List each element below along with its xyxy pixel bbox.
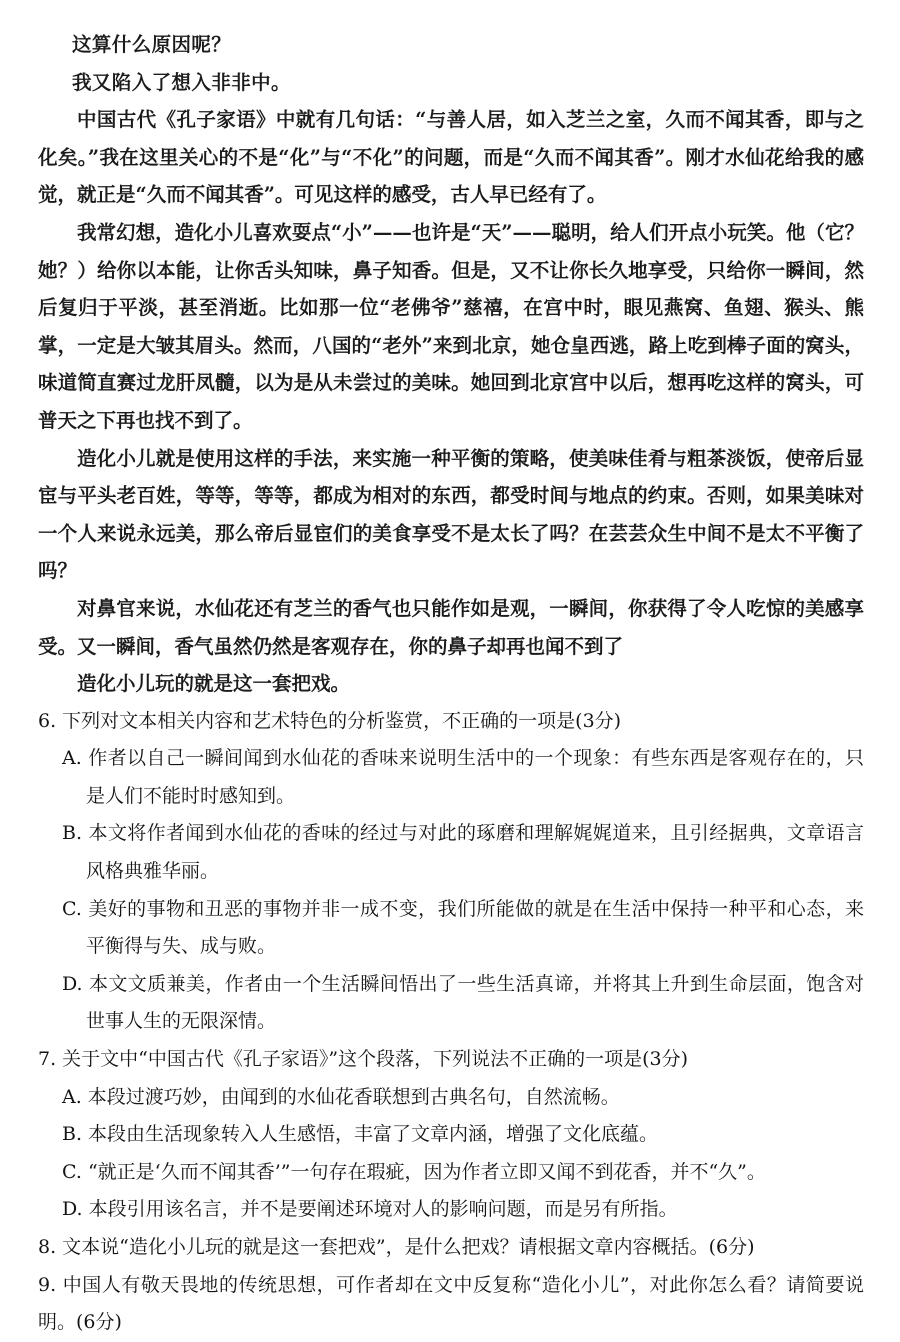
question-7-option-c: C. “就正是‘久而不闻其香’”一句存在瑕疵，因为作者立即又闻不到花香，并不“久”。 bbox=[62, 1160, 766, 1183]
passage-line: 这算什么原因呢？ bbox=[72, 33, 232, 56]
passage-paragraph: 造化小儿玩的就是这一套把戏。 bbox=[77, 672, 351, 696]
question-6-stem: 6. 下列对文本相关内容和艺术特色的分析鉴赏，不正确的一项是(3分) bbox=[38, 709, 622, 732]
question-7-option-a: A. 本段过渡巧妙，由闻到的水仙花香联想到古典名句，自然流畅。 bbox=[62, 1085, 620, 1108]
question-6-option-d: D. 本文文质兼美，作者由一个生活瞬间悟出了一些生活真谛，并将其上升到生命层面，饱含对世事人生的无限深情。 bbox=[62, 972, 864, 1033]
question-6-option-c: C. 美好的事物和丑恶的事物并非一成不变，我们所能做的就是在生活中保持一种平和心态，来平衡得与失、成与败。 bbox=[62, 897, 864, 958]
passage-paragraph: 中国古代《孔子家语》中就有几句话：“与善人居，如入芝兰之室，久而不闻其香，即与之化矣。”我在这里关心的不是“化”与“不化”的问题，而是“久而不闻其香”。刚才水仙花给我的感觉，就正是“久而不闻其香”。可见这样的感受，古人早已经有了。 bbox=[38, 108, 864, 207]
passage-paragraph: 造化小儿就是使用这样的手法，来实施一种平衡的策略，使美味佳肴与粗茶淡饭，使帝后显宦与平头老百姓，等等，等等，都成为相对的东西，都受时间与地点的约束。否则，如果美味对一个人来说永远美，那么帝后显宦们的美食享受不是太长了吗？在芸芸众生中间不是太不平衡了吗？ bbox=[38, 446, 864, 583]
question-7-stem: 7. 关于文中“中国古代《孔子家语》”这个段落，下列说法不正确的一项是(3分) bbox=[38, 1048, 689, 1071]
question-7-option-b: B. 本段由生活现象转入人生感悟，丰富了文章内涵，增强了文化底蕴。 bbox=[62, 1123, 659, 1146]
question-7-option-d: D. 本段引用该名言，并不是要阐述环境对人的影响问题，而是另有所指。 bbox=[62, 1198, 678, 1221]
question-9: 9. 中国人有敬天畏地的传统思想，可作者却在文中反复称“造化小儿”，对此你怎么看？请简要说明。(6分) bbox=[38, 1273, 864, 1334]
question-8: 8. 文本说“造化小儿玩的就是这一套把戏”，是什么把戏？请根据文章内容概括。(6分) bbox=[38, 1236, 755, 1258]
passage-paragraph: 我常幻想，造化小儿喜欢耍点“小”——也许是“天”——聪明，给人们开点小玩笑。他（它？她？）给你以本能，让你舌头知味，鼻子知香。但是，又不让你长久地享受，只给你一瞬间，然后复归于平淡，甚至消逝。比如那一位“老佛爷”慈禧，在宫中时，眼见燕窝、鱼翅、猴头、熊掌，一定是大皱其眉头。然而，八国的“老外”来到北京，她仓皇西逃，路上吃到棒子面的窝头，味道简直赛过龙肝凤髓，以为是从未尝过的美味。她回到北京宫中以后，想再吃这样的窝头，可普天之下再也找不到了。 bbox=[38, 220, 864, 432]
question-6-option-b: B. 本文将作者闻到水仙花的香味的经过与对此的琢磨和理解娓娓道来，且引经据典，文章语言风格典雅华丽。 bbox=[62, 822, 864, 883]
question-6-option-a: A. 作者以自己一瞬间闻到水仙花的香味来说明生活中的一个现象：有些东西是客观存在的，只是人们不能时时感知到。 bbox=[62, 747, 864, 807]
passage-paragraph: 对鼻官来说，水仙花还有芝兰的香气也只能作如是观，一瞬间，你获得了令人吃惊的美感享受。又一瞬间，香气虽然仍然是客观存在，你的鼻子却再也闻不到了 bbox=[38, 596, 864, 658]
passage-line: 我又陷入了想入非非中。 bbox=[72, 70, 291, 94]
